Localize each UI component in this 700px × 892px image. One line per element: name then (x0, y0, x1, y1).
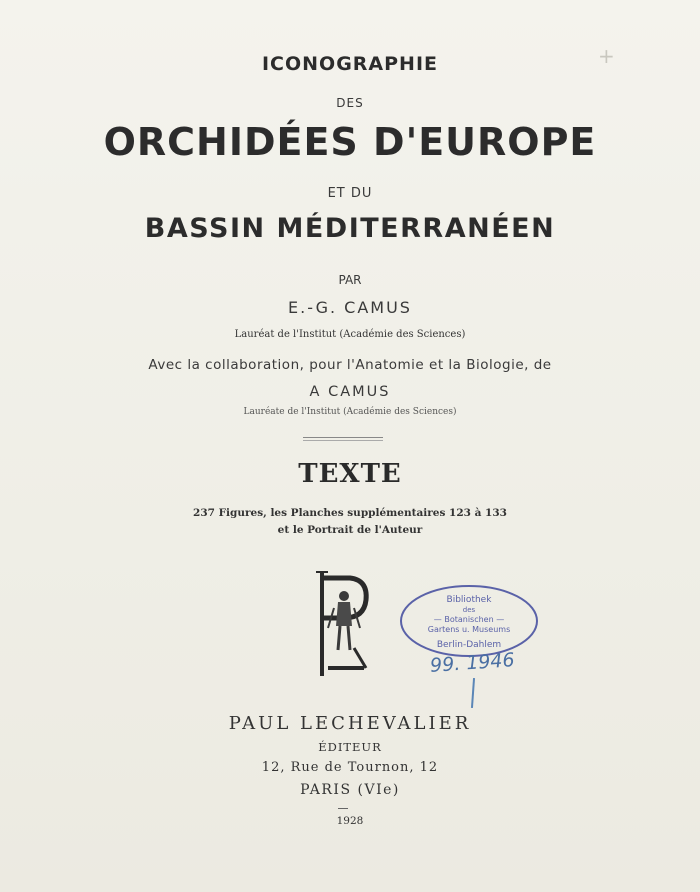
coauthor-title: Lauréate de l'Institut (Académie des Sciences) (243, 407, 457, 417)
stamp-line-1: Bibliothek (446, 595, 492, 605)
pencil-tick-mark (471, 678, 475, 708)
volume-label: TEXTE (298, 459, 402, 489)
portrait-line: et le Portrait de l'Auteur (277, 524, 423, 536)
title-connector-et-du: ET DU (327, 186, 373, 201)
publication-year: 1928 (336, 815, 364, 827)
publisher-role: ÉDITEUR (318, 740, 382, 754)
stamp-line-5: Berlin-Dahlem (436, 640, 502, 650)
author-name: E.-G. CAMUS (288, 298, 412, 317)
accession-number: 99. 1946 (429, 649, 516, 677)
par-label: PAR (338, 273, 362, 287)
author-title: Lauréat de l'Institut (Académie des Sciences) (234, 329, 466, 340)
small-divider (338, 808, 348, 809)
publisher-address: 12, Rue de Tournon, 12 (261, 760, 439, 775)
publisher-name: PAUL LECHEVALIER (228, 713, 472, 734)
collaboration-line: Avec la collaboration, pour l'Anatomie et la Biologie, de (148, 357, 552, 373)
divider-rule (303, 437, 383, 441)
library-stamp (398, 583, 540, 659)
stamp-line-2: des (462, 606, 476, 614)
pencil-cross-mark: + (598, 44, 615, 68)
stamp-line-4: Gartens u. Museums (427, 625, 511, 634)
coauthor-name: A CAMUS (309, 384, 391, 400)
title-connector-des: DES (336, 96, 364, 110)
publisher-mark-icon (310, 568, 372, 678)
title-line-2: ORCHIDÉES D'EUROPE (103, 120, 597, 164)
title-line-3: BASSIN MÉDITERRANÉEN (144, 213, 556, 244)
figures-line: 237 Figures, les Planches supplémentaires 123 à 133 (193, 507, 507, 519)
publisher-city: PARIS (VIe) (300, 782, 400, 798)
stamp-line-3: — Botanischen — (433, 615, 505, 624)
title-line-1: ICONOGRAPHIE (261, 53, 439, 75)
